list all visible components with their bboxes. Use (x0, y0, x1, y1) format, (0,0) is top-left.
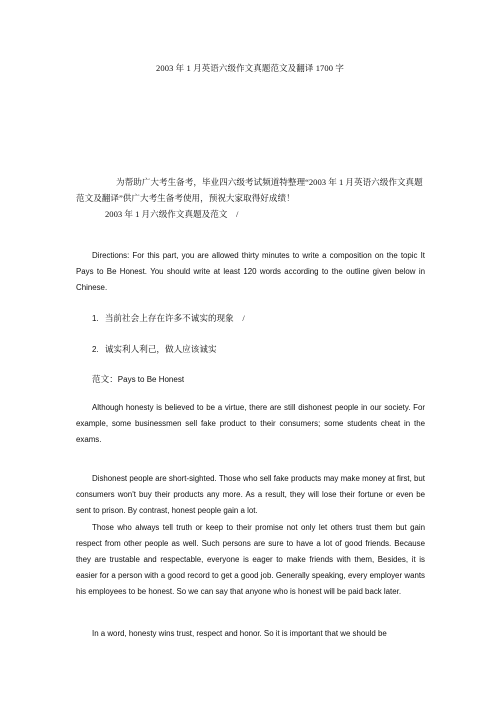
intro-subtitle: 2003 年 1 月六级作文真题及范文 / (105, 209, 239, 219)
outline-number: 1. (92, 314, 99, 323)
model-essay-heading (92, 371, 184, 388)
outline-text: 当前社会上存在许多不诚实的现象 / (104, 313, 245, 323)
model-essay-title: Pays to Be Honest (117, 375, 185, 384)
essay-paragraph: Those who always tell truth or keep to their promise not only let others trust them but gain respect from other people as well. Such persons are sure to have a lot of good friends. Because they are trustable and respectable, everyone is eager to make friends with them, Besides, it is easier for a person with a good record to get a good job. Generally speaking, every employer wants his employees to be honest. So we can say that anyone who is honest will be paid back later. (76, 523, 425, 596)
essay-paragraph: In a word, honesty wins trust, respect and honor. So it is important that we should be (92, 629, 387, 638)
essay-paragraph: Dishonest people are short-sighted. Those who sell fake products may make money at first, but consumers won't buy their products any more. As a result, they will lose their fortune or even be sent to prison. By contrast, honest people gain a lot. (76, 474, 425, 515)
outline-text: 诚实利人利己，做人应该诚实 (104, 344, 217, 354)
intro-paragraph: 为帮助广大考生备考，毕业四六级考试频道特整理“2003 年 1 月英语六级作文真题范文及翻译”供广大考生备考使用，预祝大家取得好成绩！ (76, 177, 423, 203)
essay-paragraph: Although honesty is believed to be a virtue, there are still dishonest people in our society. For example, some businessmen sell fake product to their consumers; some students cheat in the exams. (76, 403, 425, 444)
directions-paragraph: Directions: For this part, you are allowed thirty minutes to write a composition on the topic It Pays to Be Honest. You should write at least 120 words according to the outline given below in Chinese. (76, 251, 425, 292)
outline-number: 2. (92, 345, 99, 354)
outline-item (92, 310, 245, 327)
document-title: 2003 年 1 月英语六级作文真题范文及翻译 1700 字 (156, 63, 344, 73)
outline-item (92, 341, 217, 358)
model-essay-label: 范文： (92, 374, 118, 384)
